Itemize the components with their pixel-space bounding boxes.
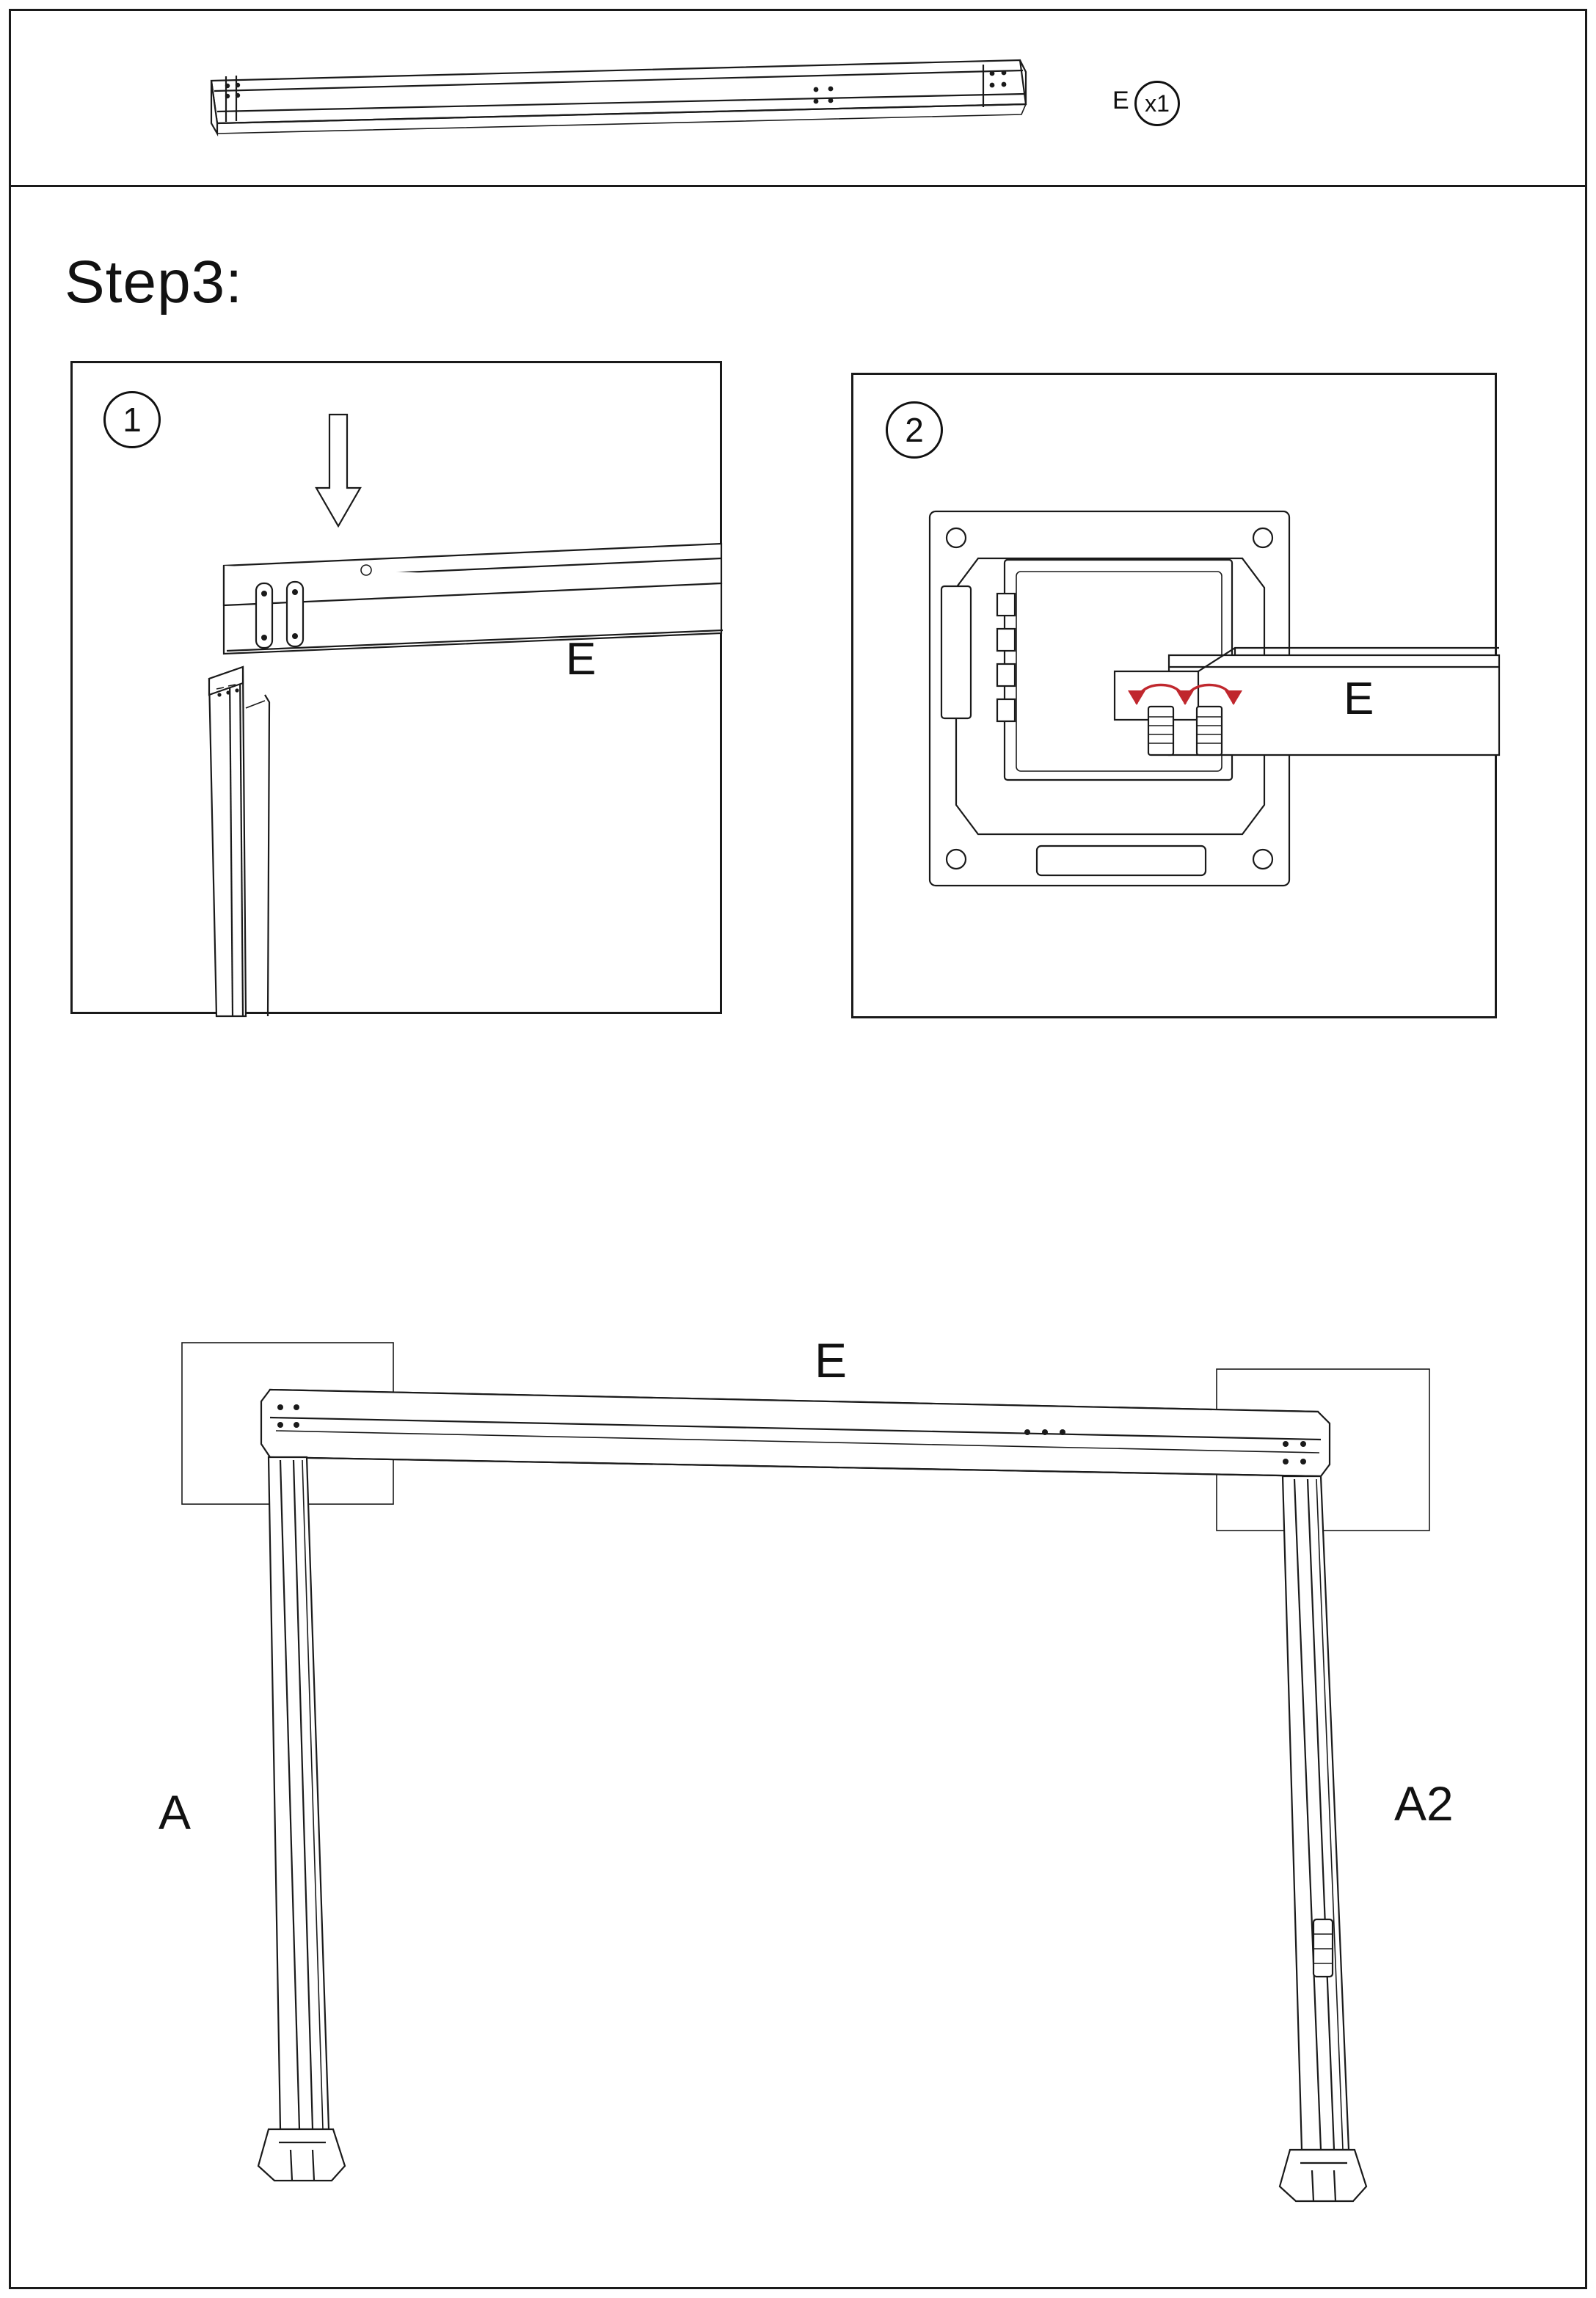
panel-2-part-letter: E bbox=[1344, 674, 1374, 724]
assembly-drawing bbox=[0, 1313, 1596, 2267]
panel-step-2 bbox=[851, 373, 1497, 1018]
part-E-drawing bbox=[0, 0, 1596, 185]
panel-1-part-letter: E bbox=[566, 634, 597, 685]
part-label-E: E bbox=[1112, 87, 1129, 114]
step-title: Step3: bbox=[65, 249, 244, 315]
panel-step-1 bbox=[70, 361, 722, 1014]
panel-2-badge: 2 bbox=[886, 401, 943, 459]
part-quantity-badge: x1 bbox=[1134, 81, 1180, 126]
parts-strip-divider bbox=[9, 185, 1587, 187]
panel-2-drawing bbox=[853, 375, 1499, 1021]
assembly-top-label-E: E bbox=[815, 1333, 848, 1387]
assembly-right-label-A2: A2 bbox=[1394, 1776, 1454, 1831]
assembly-left-label-A: A bbox=[158, 1785, 192, 1839]
panel-1-drawing bbox=[73, 363, 724, 1016]
panel-1-badge: 1 bbox=[103, 391, 161, 448]
